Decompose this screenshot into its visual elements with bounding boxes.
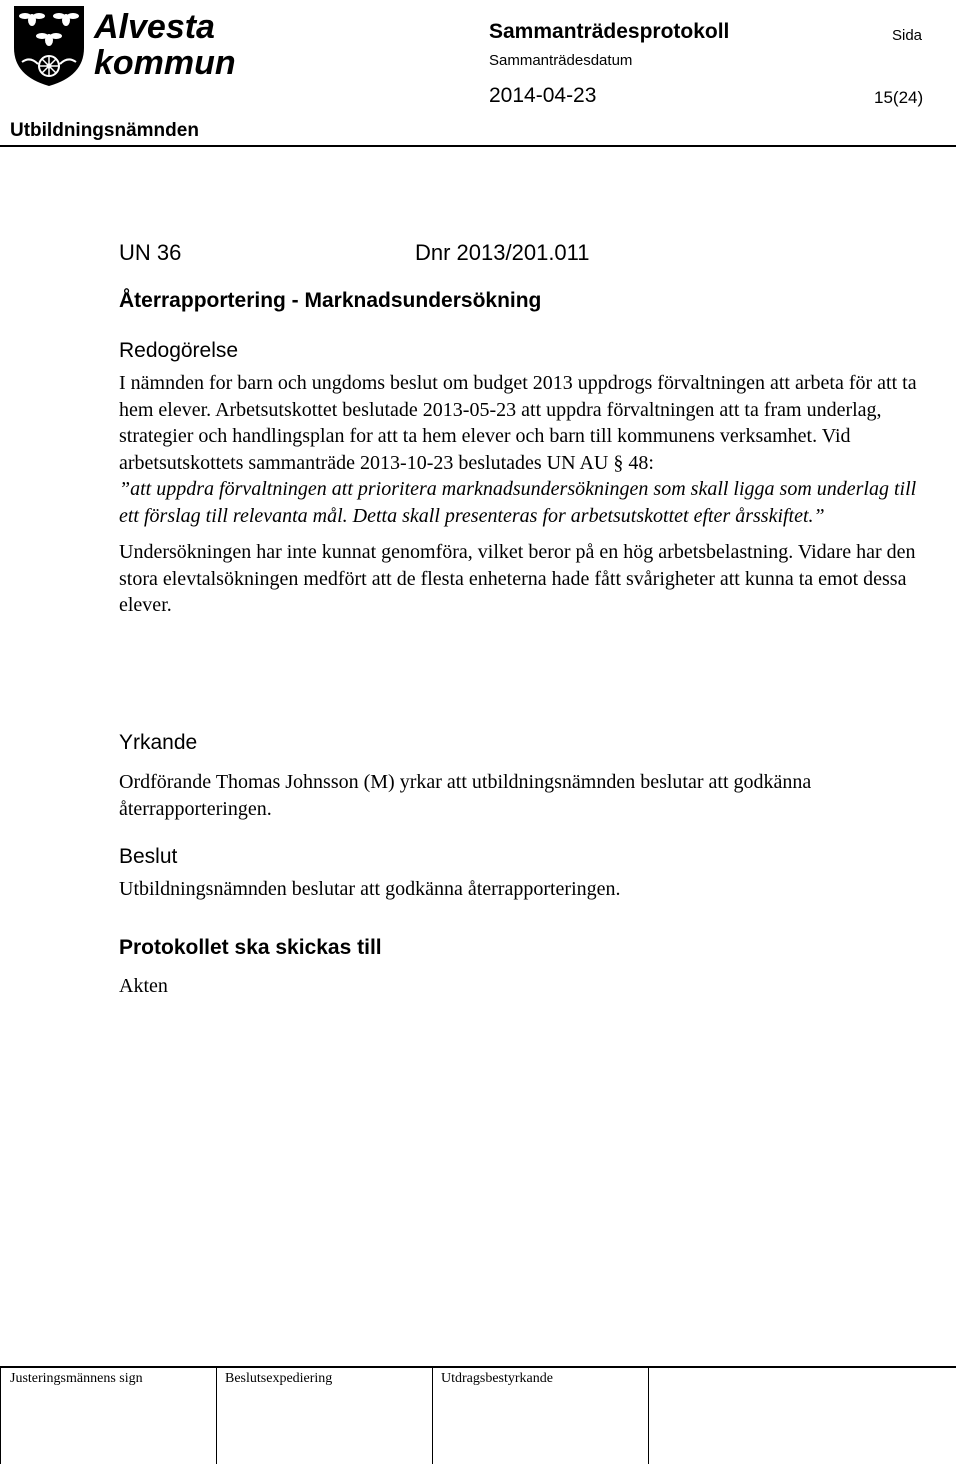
section-body-redogorelse — [119, 370, 919, 619]
meeting-date: 2014-04-23 — [489, 84, 597, 107]
recipient: Akten — [119, 975, 168, 997]
footer-divider — [0, 1366, 956, 1368]
alvesta-kommun-logo — [10, 4, 250, 88]
page-number: 15(24) — [874, 88, 924, 107]
logo-text-line1: Alvesta — [94, 8, 215, 46]
footer-column-border — [216, 1368, 217, 1464]
paragraph: I nämnden for barn och ungdoms beslut om budget 2013 uppdrogs förvaltningen att arbeta för att ta hem elever. Arbetsutskottet beslutade 2013-05-23 att uppdra förvaltningen att ta fram underlag, strategier och handlingsplan for att ta hem elever och barn till kommunens verksamhet. Vid arbetsutskottets sammanträde 2013-10-23 beslutades UN AU § 48: — [119, 372, 917, 474]
section-heading-yrkande: Yrkande — [119, 731, 198, 754]
footer-column-border — [432, 1368, 433, 1464]
document-type-title: Sammanträdesprotokoll — [489, 20, 730, 43]
logo-text-line2: kommun — [94, 44, 236, 82]
section-body-recipients — [119, 973, 919, 1000]
page-label: Sida — [892, 27, 923, 44]
header-divider — [0, 145, 956, 147]
quoted-decision: ”att uppdra förvaltningen att prioritera marknadsundersökningen som skall ligga som underlag till ett förslag till relevanta mål. Detta skall presenteras for arbetsutskottet efter årsskiftet.” — [119, 478, 917, 527]
footer-column-border — [648, 1368, 649, 1464]
section-heading-redogorelse: Redogörelse — [119, 339, 239, 362]
meeting-date-label: Sammanträdesdatum — [489, 52, 633, 69]
section-heading-beslut: Beslut — [119, 845, 178, 868]
section-body-yrkande — [119, 769, 919, 822]
paragraph: Undersökningen har inte kunnat genomföra, vilket beror på en hög arbetsbelastning. Vidare har den stora elevtalsökningen medfört att de flesta enheterna hade fått svårigheter att kunna ta emot dessa elever. — [119, 541, 916, 616]
footer-extract-label: Utdragsbestyrkande — [441, 1371, 553, 1386]
section-heading-recipients: Protokollet ska skickas till — [119, 936, 382, 959]
footer-column-border — [0, 1368, 1, 1464]
case-title: Återrapportering - Marknadsundersökning — [119, 289, 542, 312]
footer-signature-label: Justeringsmännens sign — [10, 1371, 143, 1386]
diary-number: Dnr 2013/201.011 — [415, 240, 590, 265]
section-body-beslut — [119, 876, 919, 903]
paragraph: Utbildningsnämnden beslutar att godkänna återrapporteringen. — [119, 878, 621, 900]
coat-of-arms-icon — [14, 6, 84, 86]
paragraph: Ordförande Thomas Johnsson (M) yrkar att utbildningsnämnden beslutar att godkänna återrapporteringen. — [119, 771, 812, 820]
board-name: Utbildningsnämnden — [10, 120, 199, 141]
footer-dispatch-label: Beslutsexpediering — [225, 1371, 333, 1386]
case-number: UN 36 — [119, 240, 182, 265]
